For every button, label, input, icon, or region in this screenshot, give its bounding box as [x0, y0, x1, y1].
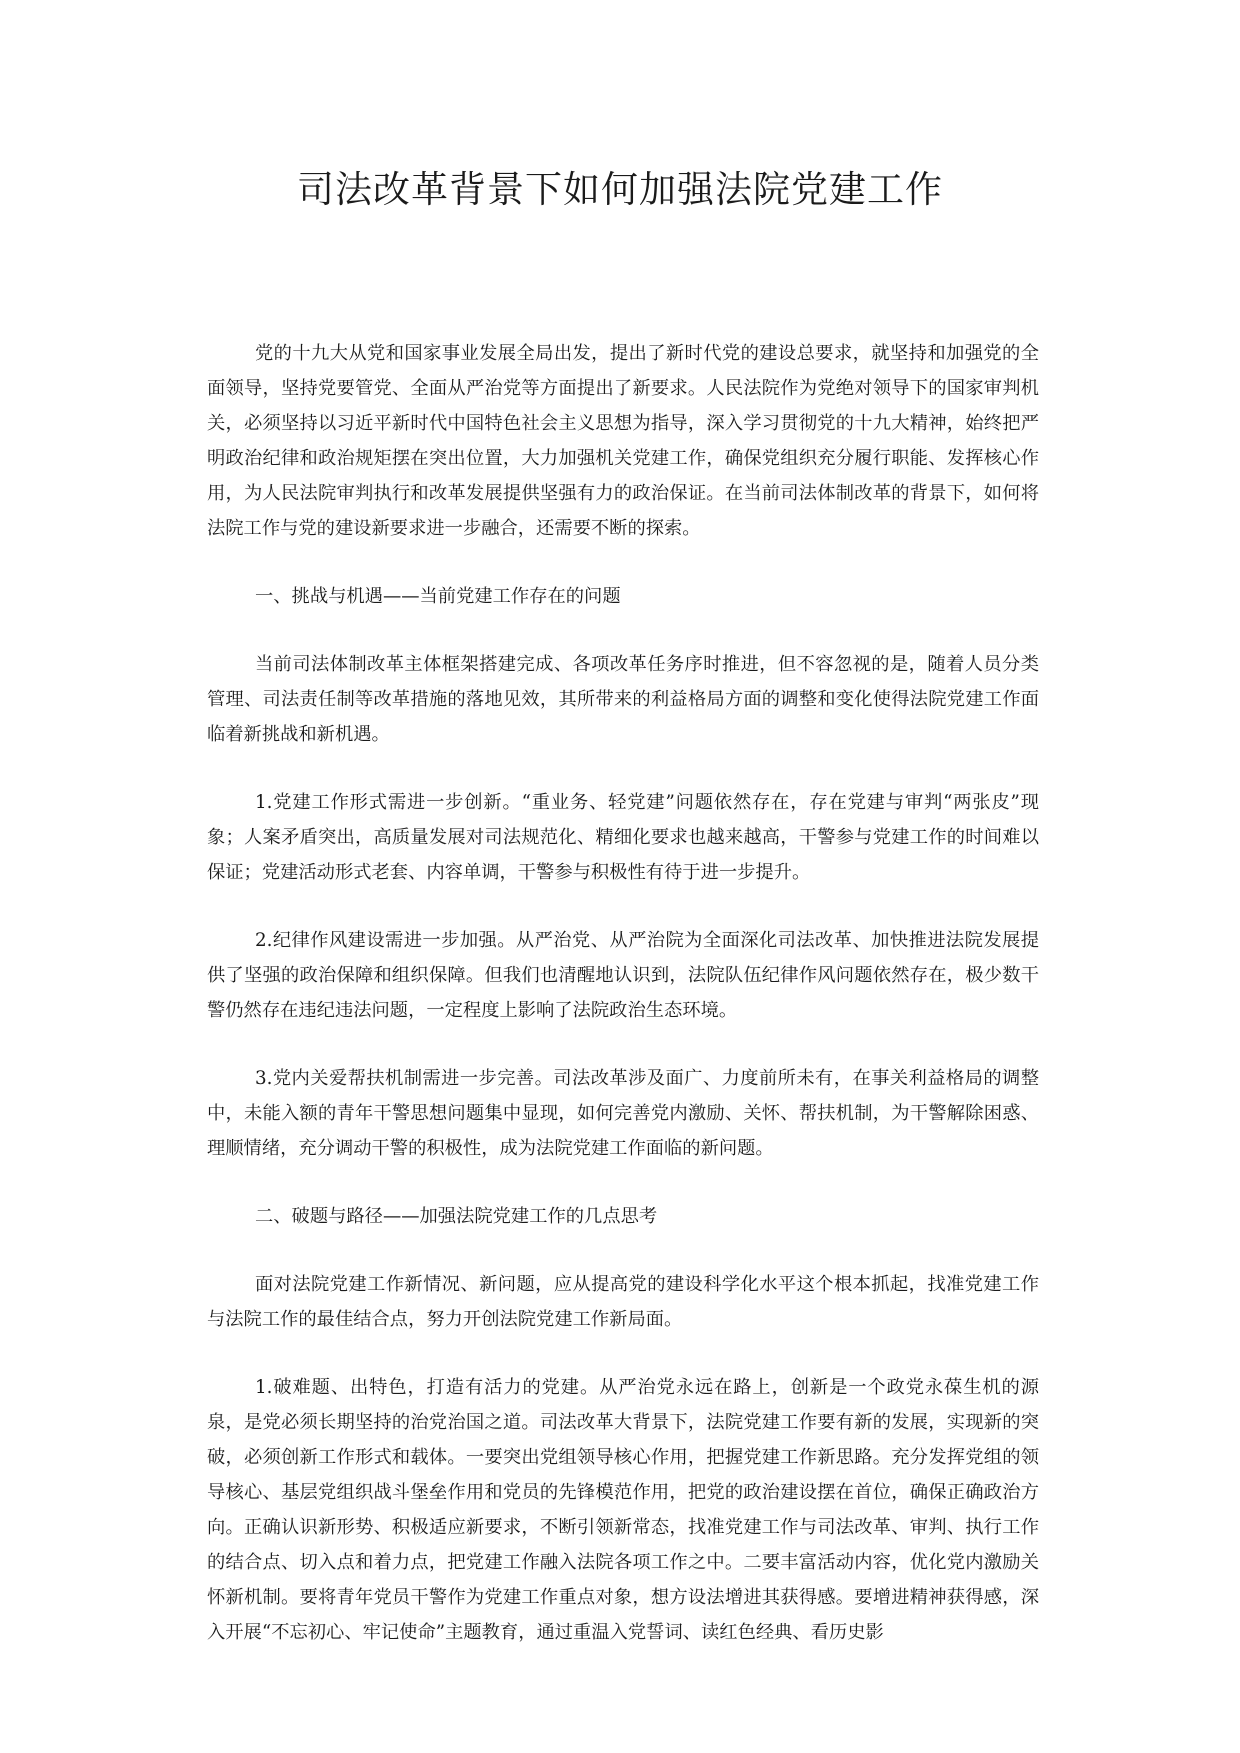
intro-paragraph: 党的十九大从党和国家事业发展全局出发，提出了新时代党的建设总要求，就坚持和加强党的全面领导，坚持党要管党、全面从严治党等方面提出了新要求。人民法院作为党绝对领导下的国家审判机关，必须坚持以习近平新时代中国特色社会主义思想为指导，深入学习贯彻党的十九大精神，始终把严明政治纪律和政治规矩摆在突出位置，大力加强机关党建工作，确保党组织充分履行职能、发挥核心作用，为人民法院审判执行和改革发展提供坚强有力的政治保证。在当前司法体制改革的背景下，如何将法院工作与党的建设新要求进一步融合，还需要不断的探索。	[207, 343, 1039, 539]
paragraph: 1.党建工作形式需进一步创新。“重业务、轻党建”问题依然存在，存在党建与审判“两张皮”现象；人案矛盾突出，高质量发展对司法规范化、精细化要求也越来越高，干警参与党建工作的时间难以保证；党建活动形式老套、内容单调，干警参与积极性有待于进一步提升。	[207, 792, 1039, 883]
document-title: 司法改革背景下如何加强法院党建工作	[297, 168, 943, 211]
paragraph: 1.破难题、出特色，打造有活力的党建。从严治党永远在路上，创新是一个政党永葆生机的源泉，是党必须长期坚持的治党治国之道。司法改革大背景下，法院党建工作要有新的发展，实现新的突破，必须创新工作形式和载体。一要突出党组领导核心作用，把握党建工作新思路。充分发挥党组的领导核心、基层党组织战斗堡垒作用和党员的先锋模范作用，把党的政治建设摆在首位，确保正确政治方向。正确认识新形势、积极适应新要求，不断引领新常态，找准党建工作与司法改革、审判、执行工作的结合点、切入点和着力点，把党建工作融入法院各项工作之中。二要丰富活动内容，优化党内激励关怀新机制。要将青年党员干警作为党建工作重点对象，想方设法增进其获得感。要增进精神获得感，深入开展“不忘初心、牢记使命”主题教育，通过重温入党誓词、读红色经典、看历史影	[207, 1377, 1039, 1643]
paragraph: 2.纪律作风建设需进一步加强。从严治党、从严治院为全面深化司法改革、加快推进法院发展提供了坚强的政治保障和组织保障。但我们也清醒地认识到，法院队伍纪律作风问题依然存在，极少数干警仍然存在违纪违法问题，一定程度上影响了法院政治生态环境。	[207, 930, 1039, 1021]
section-heading-2: 二、破题与路径——加强法院党建工作的几点思考	[255, 1206, 658, 1227]
section-heading-1: 一、挑战与机遇——当前党建工作存在的问题	[255, 586, 621, 607]
paragraph: 3.党内关爱帮扶机制需进一步完善。司法改革涉及面广、力度前所未有，在事关利益格局的调整中，未能入额的青年干警思想问题集中显现，如何完善党内激励、关怀、帮扶机制，为干警解除困惑、理顺情绪，充分调动干警的积极性，成为法院党建工作面临的新问题。	[207, 1068, 1039, 1159]
document-body	[207, 336, 1039, 1650]
paragraph: 面对法院党建工作新情况、新问题，应从提高党的建设科学化水平这个根本抓起，找准党建工作与法院工作的最佳结合点，努力开创法院党建工作新局面。	[207, 1274, 1039, 1330]
paragraph: 当前司法体制改革主体框架搭建完成、各项改革任务序时推进，但不容忽视的是，随着人员分类管理、司法责任制等改革措施的落地见效，其所带来的利益格局方面的调整和变化使得法院党建工作面临着新挑战和新机遇。	[207, 654, 1039, 745]
